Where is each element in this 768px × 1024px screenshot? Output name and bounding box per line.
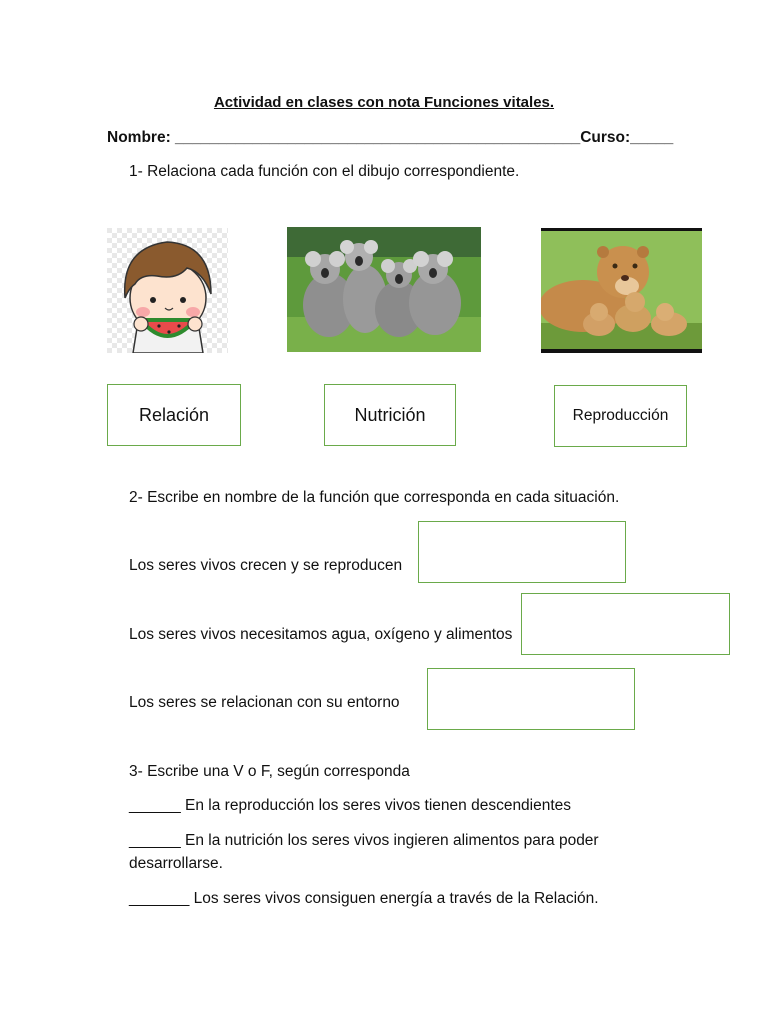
name-blank[interactable]: _______________________________________________ [175, 129, 581, 146]
lioness-with-cubs-image [541, 228, 702, 353]
worksheet-title: Actividad en clases con nota Funciones vitales. [213, 94, 555, 111]
q2-answer-box-2[interactable] [521, 593, 730, 655]
label-nutricion: Nutrición [354, 404, 426, 425]
question-2-text: 2- Escribe en nombre de la función que corresponda en cada situación. [129, 489, 620, 506]
q3-statement-2-continued: desarrollarse. [129, 855, 223, 872]
q3-item-3 [129, 890, 599, 908]
boy-eating-watermelon-image [107, 228, 228, 353]
q3-blank-2[interactable]: ______ [129, 832, 181, 849]
q2-answer-box-3[interactable] [427, 668, 635, 730]
course-label: Curso: [580, 129, 631, 146]
q2-item-3: Los seres se relacionan con su entorno [129, 694, 400, 711]
q2-answer-box-1[interactable] [418, 521, 626, 583]
q3-statement-1: En la reproducción los seres vivos tienen descendientes [180, 797, 572, 814]
q3-statement-3: Los seres vivos consiguen energía a través de la Relación. [189, 890, 599, 907]
question-1-text: 1- Relaciona cada función con el dibujo correspondiente. [129, 163, 520, 180]
question-3-text: 3- Escribe una V o F, según corresponda [129, 763, 410, 780]
q2-item-2: Los seres vivos necesitamos agua, oxígeno y alimentos [129, 626, 513, 643]
q3-item-2 [129, 832, 599, 850]
course-blank[interactable]: _____ [630, 129, 674, 146]
q3-item-1 [129, 797, 571, 815]
label-box-relacion [107, 384, 241, 446]
label-reproduccion: Reproducción [572, 407, 669, 424]
student-info-row [107, 129, 673, 147]
label-relacion: Relación [138, 404, 210, 425]
q3-blank-3[interactable]: _______ [129, 890, 190, 907]
q2-item-1: Los seres vivos crecen y se reproducen [129, 557, 403, 574]
q3-blank-1[interactable]: ______ [129, 797, 181, 814]
label-box-nutricion [324, 384, 456, 446]
name-label: Nombre: [107, 129, 176, 146]
label-box-reproduccion [554, 385, 687, 447]
koala-family-image [287, 227, 481, 352]
q3-statement-2: En la nutrición los seres vivos ingieren alimentos para poder [180, 832, 599, 849]
